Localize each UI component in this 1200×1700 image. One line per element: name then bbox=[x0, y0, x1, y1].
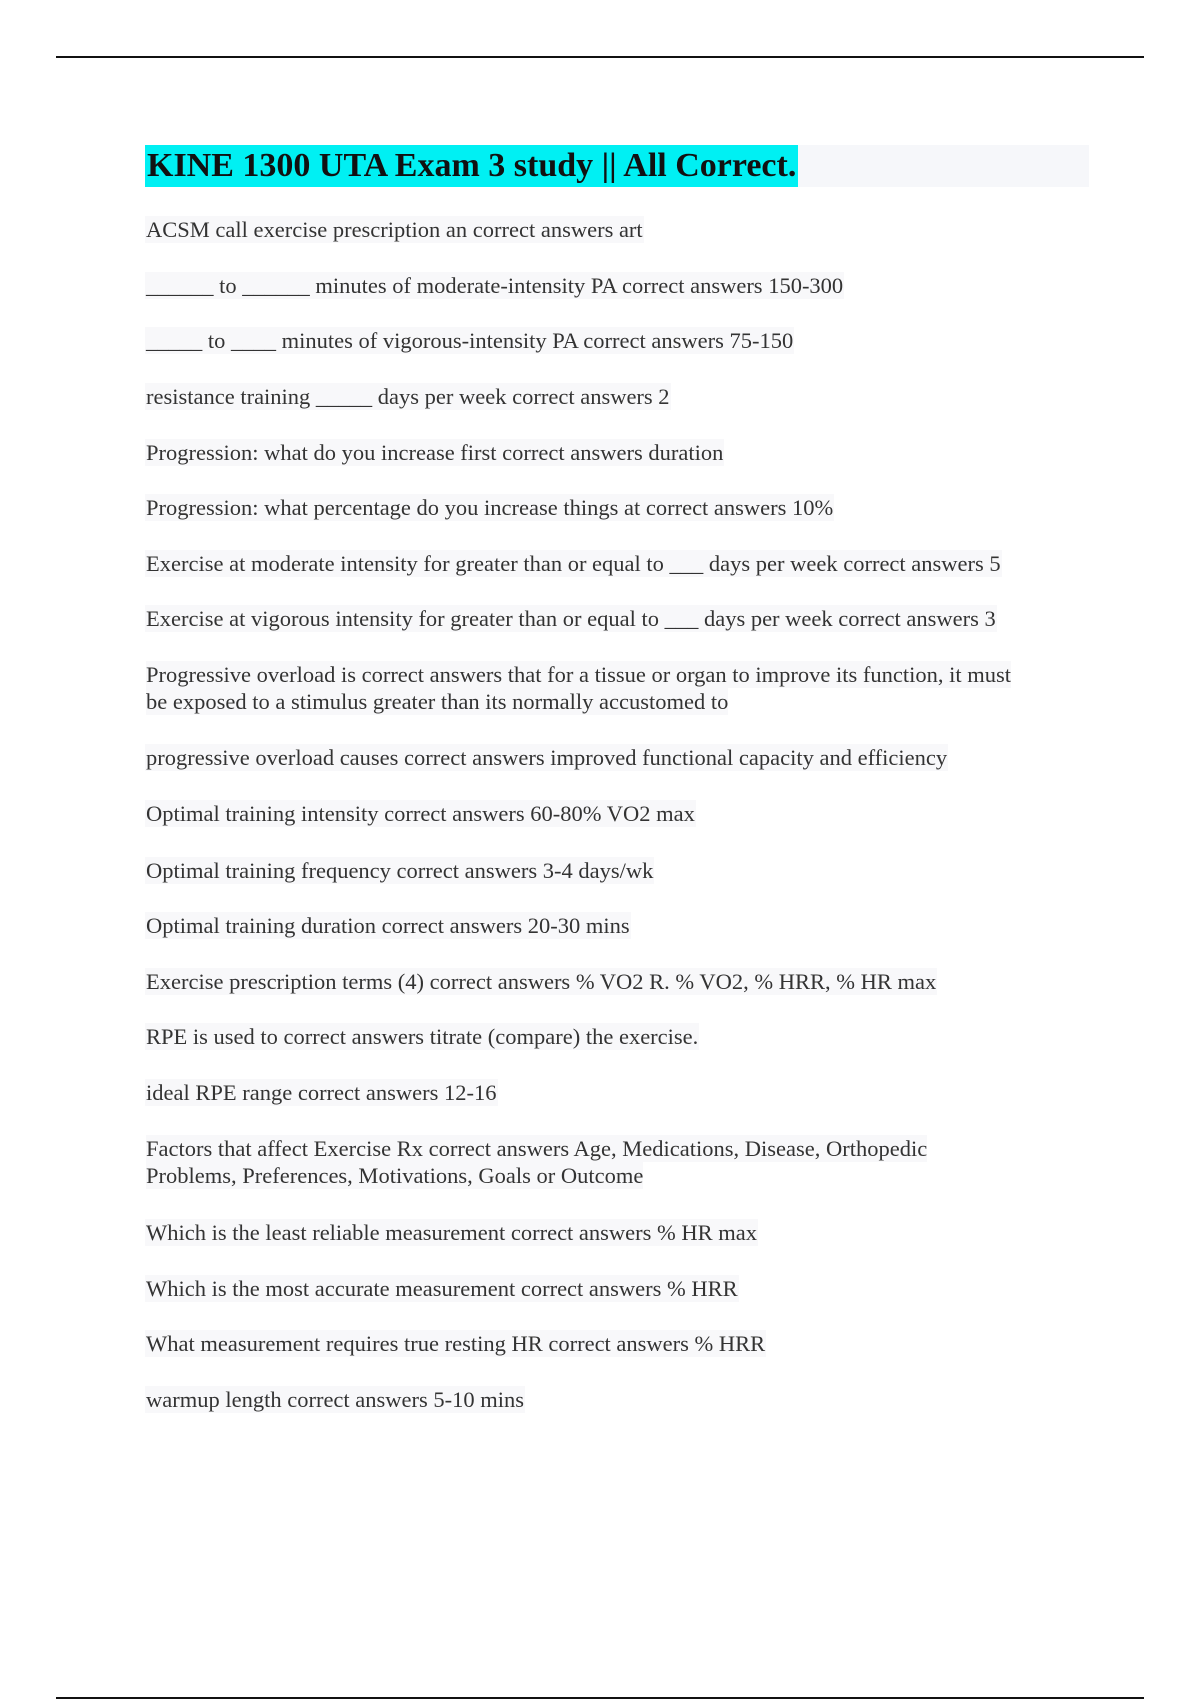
qa-item: Exercise at moderate intensity for greater than or equal to ___ days per week correct answers 5 bbox=[146, 551, 1001, 576]
qa-item: Exercise at vigorous intensity for greater than or equal to ___ days per week correct answers 3 bbox=[146, 606, 996, 631]
qa-item: What measurement requires true resting HR correct answers % HRR bbox=[146, 1331, 766, 1356]
qa-item: ACSM call exercise prescription an correct answers art bbox=[146, 217, 643, 242]
qa-item: _____ to ____ minutes of vigorous-intensity PA correct answers 75-150 bbox=[146, 328, 794, 353]
qa-item: Optimal training intensity correct answers 60-80% VO2 max bbox=[146, 801, 695, 826]
footer-rule bbox=[56, 1697, 1144, 1699]
qa-item: ideal RPE range correct answers 12-16 bbox=[146, 1080, 497, 1105]
qa-item: Which is the least reliable measurement correct answers % HR max bbox=[146, 1220, 758, 1245]
qa-item-line: be exposed to a stimulus greater than its normally accustomed to bbox=[146, 689, 729, 714]
qa-item: Progression: what do you increase first correct answers duration bbox=[146, 440, 724, 465]
qa-item: progressive overload causes correct answers improved functional capacity and efficiency bbox=[146, 745, 948, 770]
qa-item: resistance training _____ days per week correct answers 2 bbox=[146, 384, 670, 409]
qa-item: RPE is used to correct answers titrate (compare) the exercise. bbox=[146, 1024, 699, 1049]
qa-item-multiline bbox=[145, 1135, 1087, 1189]
qa-item-line: Factors that affect Exercise Rx correct answers Age, Medications, Disease, Orthopedic bbox=[146, 1136, 928, 1161]
qa-item: Which is the most accurate measurement correct answers % HRR bbox=[146, 1276, 738, 1301]
qa-item: Optimal training frequency correct answers 3-4 days/wk bbox=[146, 858, 654, 883]
qa-item: ______ to ______ minutes of moderate-intensity PA correct answers 150-300 bbox=[146, 273, 844, 298]
qa-item: Progression: what percentage do you increase things at correct answers 10% bbox=[146, 495, 834, 520]
header-rule bbox=[56, 56, 1144, 58]
qa-item: Exercise prescription terms (4) correct answers % VO2 R. % VO2, % HRR, % HR max bbox=[146, 969, 937, 994]
document-title: KINE 1300 UTA Exam 3 study || All Correct. bbox=[145, 145, 798, 187]
qa-item: warmup length correct answers 5-10 mins bbox=[146, 1387, 525, 1412]
qa-item-line: Problems, Preferences, Motivations, Goals or Outcome bbox=[146, 1163, 644, 1188]
qa-item-multiline bbox=[145, 661, 1087, 715]
qa-item: Optimal training duration correct answers 20-30 mins bbox=[146, 913, 630, 938]
qa-item-line: Progressive overload is correct answers that for a tissue or organ to improve its function, it must bbox=[146, 662, 1012, 687]
